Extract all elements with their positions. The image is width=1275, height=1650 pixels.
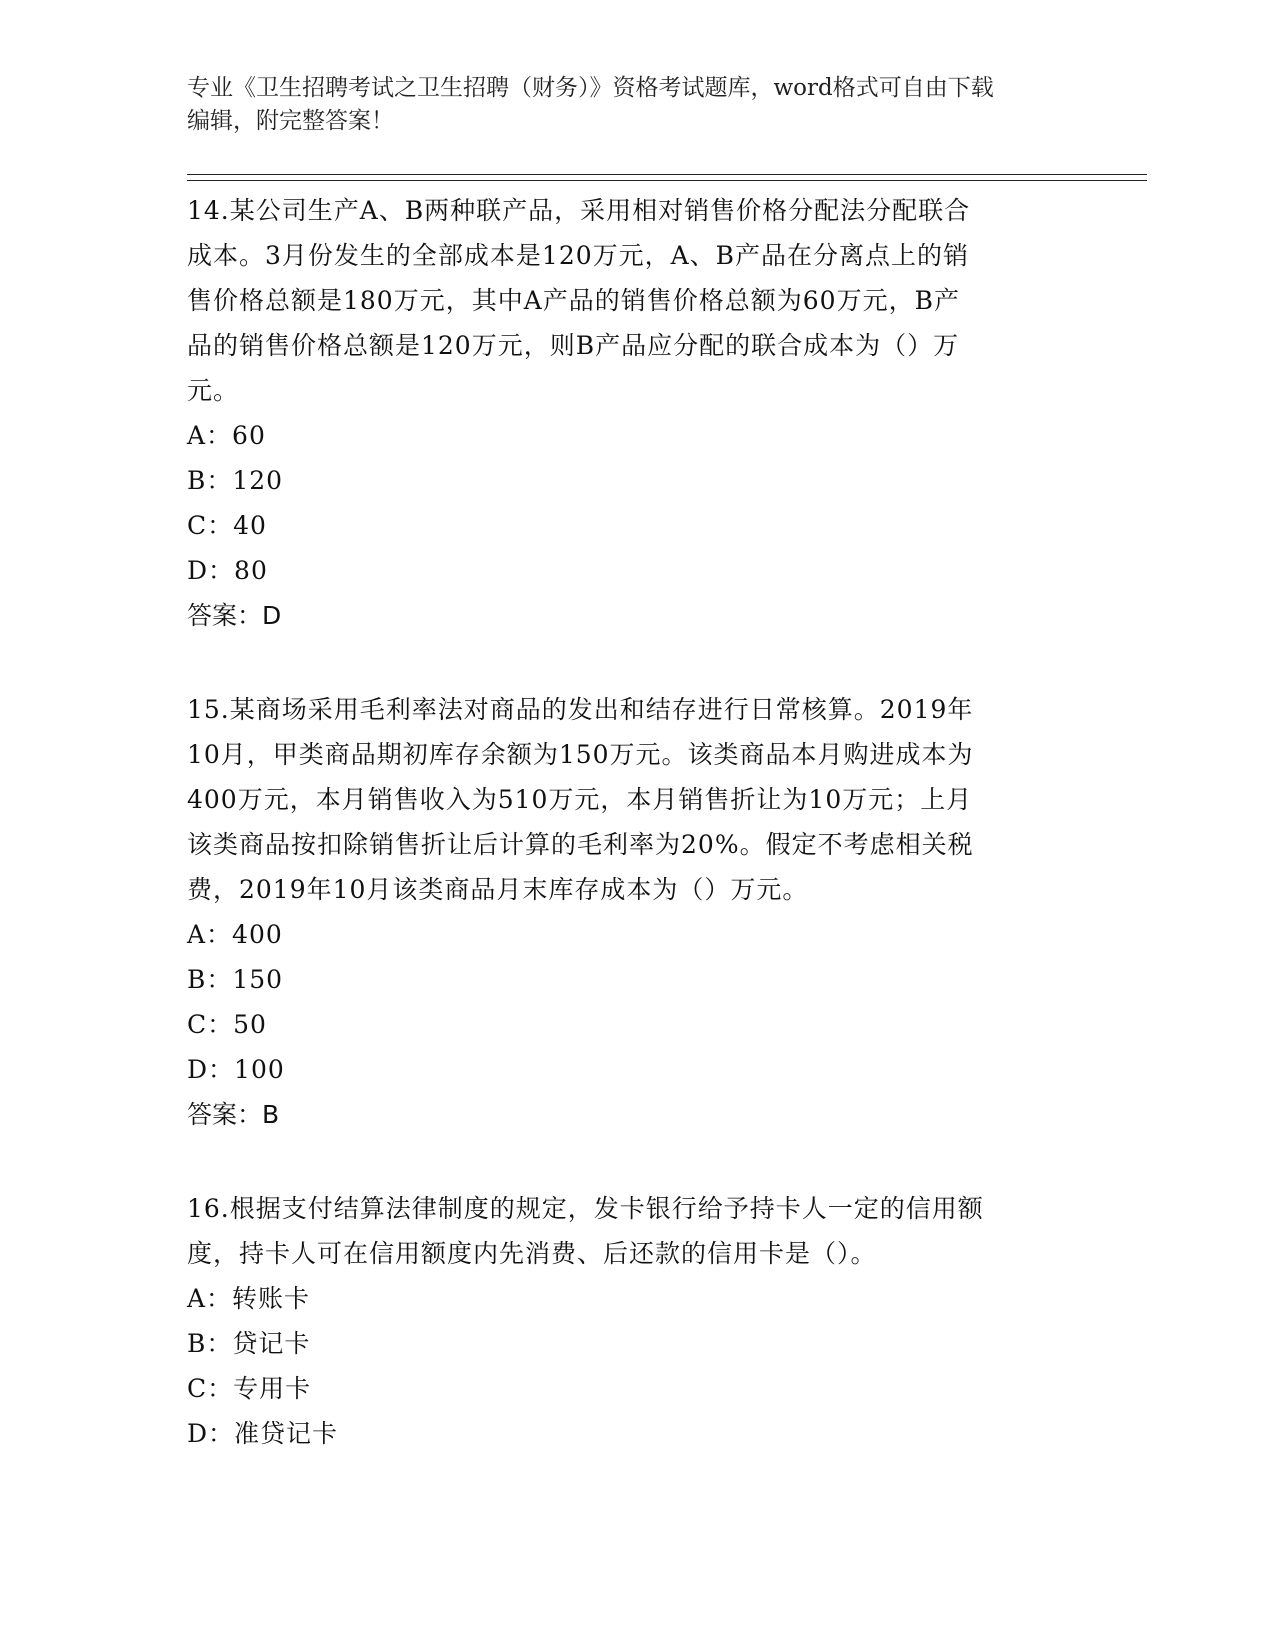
document-header	[187, 72, 1067, 138]
option-a: A：转账卡	[187, 1284, 311, 1313]
question-text-line: 品的销售价格总额是120万元，则B产品应分配的联合成本为（）万	[187, 331, 960, 360]
question-text-line: 400万元，本月销售收入为510万元，本月销售折让为10万元；上月	[187, 785, 973, 814]
question-text-line: 售价格总额是180万元，其中A产品的销售价格总额为60万元，B产	[187, 286, 960, 315]
option-b: B：贷记卡	[187, 1329, 311, 1358]
question-14	[187, 188, 1087, 638]
header-line-1: 专业《卫生招聘考试之卫生招聘（财务）》资格考试题库，word格式可自由下载	[187, 75, 994, 101]
question-16	[187, 1186, 1087, 1456]
option-b: B：150	[187, 965, 284, 994]
question-text-line: 费，2019年10月该类商品月末库存成本为（）万元。	[187, 875, 809, 904]
option-c: C：专用卡	[187, 1374, 312, 1403]
question-text-line: 元。	[187, 376, 240, 405]
question-text-line: 该类商品按扣除销售折让后计算的毛利率为20%。假定不考虑相关税	[187, 830, 974, 859]
question-text-line: 14.某公司生产A、B两种联产品，采用相对销售价格分配法分配联合	[187, 196, 971, 225]
option-d: D：80	[187, 556, 268, 585]
header-divider-top	[187, 174, 1147, 175]
option-d: D：准贷记卡	[187, 1419, 339, 1448]
question-15	[187, 687, 1087, 1137]
option-a: A：400	[187, 920, 283, 949]
question-text-line: 15.某商场采用毛利率法对商品的发出和结存进行日常核算。2019年	[187, 695, 974, 724]
question-text-line: 度，持卡人可在信用额度内先消费、后还款的信用卡是（）。	[187, 1239, 877, 1268]
header-divider-bottom	[187, 180, 1147, 181]
option-a: A：60	[187, 421, 266, 450]
answer-label: 答案：D	[187, 601, 282, 630]
answer-label: 答案：B	[187, 1100, 280, 1129]
question-text-line: 10月，甲类商品期初库存余额为150万元。该类商品本月购进成本为	[187, 740, 974, 769]
option-d: D：100	[187, 1055, 285, 1084]
option-b: B：120	[187, 466, 284, 495]
option-c: C：40	[187, 511, 267, 540]
question-text-line: 16.根据支付结算法律制度的规定，发卡银行给予持卡人一定的信用额	[187, 1194, 984, 1223]
header-line-2: 编辑，附完整答案！	[187, 108, 394, 134]
question-text-line: 成本。3月份发生的全部成本是120万元，A、B产品在分离点上的销	[187, 241, 970, 270]
option-c: C：50	[187, 1010, 267, 1039]
